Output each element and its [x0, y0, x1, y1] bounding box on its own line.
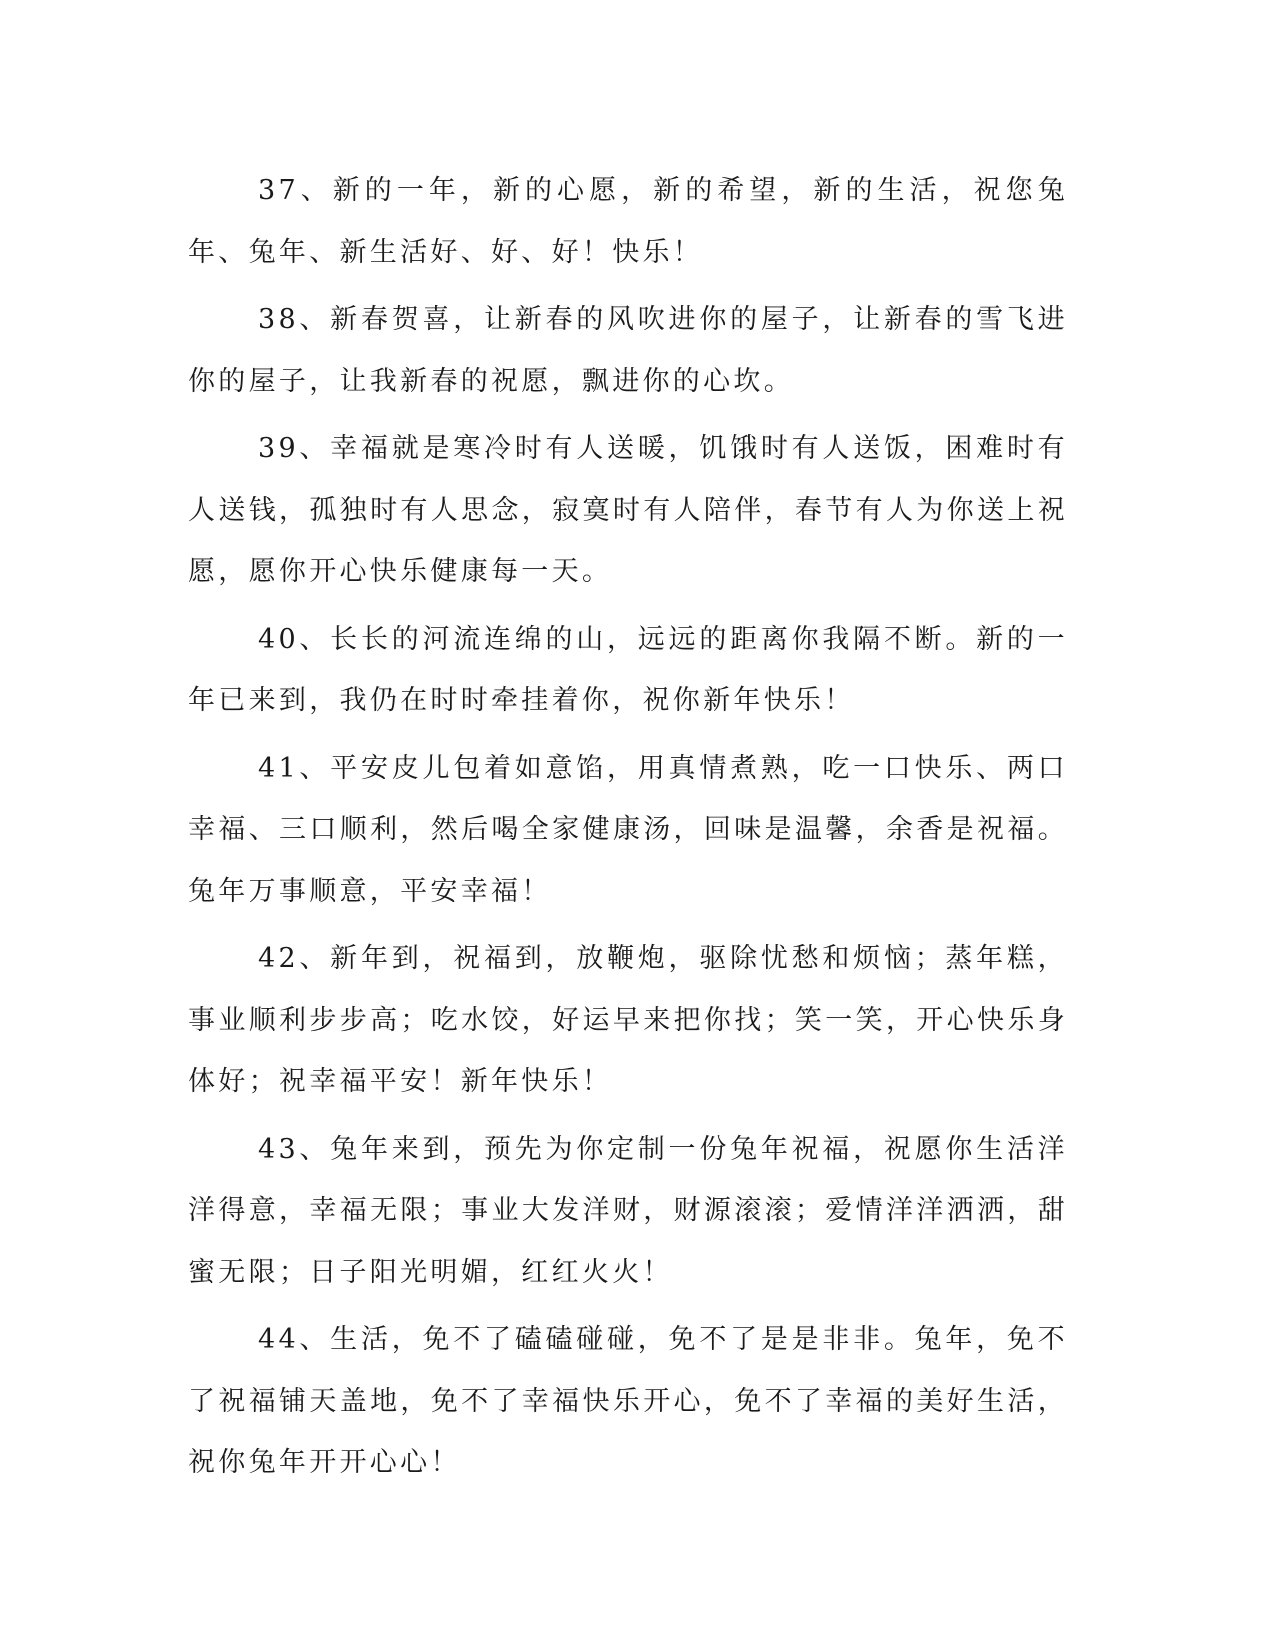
paragraph-44: 44、生活，免不了磕磕碰碰，免不了是是非非。兔年，免不了祝福铺天盖地，免不了幸福快乐开心，免不了幸福的美好生活，祝你兔年开开心心！	[188, 1324, 1068, 1478]
paragraph-38: 38、新春贺喜，让新春的风吹进你的屋子，让新春的雪飞进你的屋子，让我新春的祝愿，飘进你的心坎。	[188, 304, 1068, 397]
paragraph-40: 40、长长的河流连绵的山，远远的距离你我隔不断。新的一年已来到，我仍在时时牵挂着你，祝你新年快乐！	[188, 623, 1068, 716]
paragraph-43: 43、兔年来到，预先为你定制一份兔年祝福，祝愿你生活洋洋得意，幸福无限；事业大发洋财，财源滚滚；爱情洋洋洒洒，甜蜜无限；日子阳光明媚，红红火火！	[188, 1133, 1068, 1288]
document-body	[188, 160, 1068, 1500]
paragraph-42: 42、新年到，祝福到，放鞭炮，驱除忧愁和烦恼；蒸年糕，事业顺利步步高；吃水饺，好运早来把你找；笑一笑，开心快乐身体好；祝幸福平安！新年快乐！	[188, 943, 1068, 1097]
paragraph-37: 37、新的一年，新的心愿，新的希望，新的生活，祝您兔年、兔年、新生活好、好、好！快乐！	[188, 175, 1068, 268]
paragraph-41: 41、平安皮儿包着如意馅，用真情煮熟，吃一口快乐、两口幸福、三口顺利，然后喝全家健康汤，回味是温馨，余香是祝福。兔年万事顺意，平安幸福！	[188, 752, 1068, 907]
paragraph-39: 39、幸福就是寒冷时有人送暖，饥饿时有人送饭，困难时有人送钱，孤独时有人思念，寂寞时有人陪伴，春节有人为你送上祝愿，愿你开心快乐健康每一天。	[188, 433, 1068, 587]
